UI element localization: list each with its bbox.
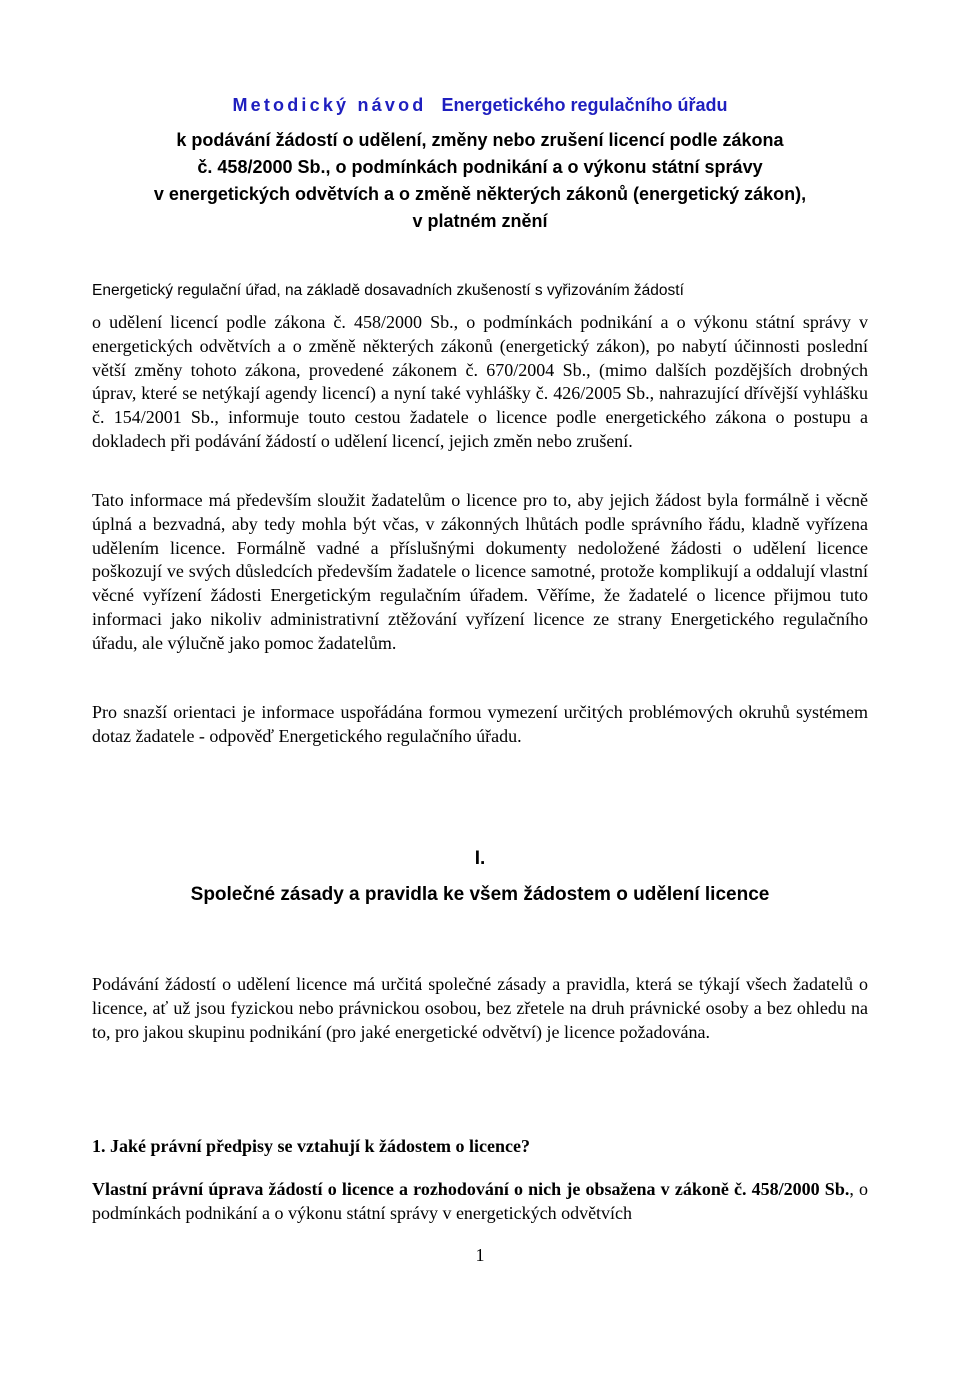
paragraph-2: Tato informace má především sloužit žadatelům o licence pro to, aby jejich žádost byla formálně i věcně úplná a bezvadná, aby tedy mohla být včas, v zákonných lhůtách podle správního řádu, kladně vyřízena udělením licence. Formálně vadné a příslušnými dokumenty nedoložené žádosti o udělení licence poškozují ve svých důsledcích především žadatele o licence samotné, protože komplikují a oddalují vlastní věcné vyřízení žádosti Energetickým regulačním úřadem. Věříme, že žadatelé o licence přijmou tuto informaci jako nikoliv administrativní ztěžování vyřízení licence ze strany Energetického regulačního úřadu, ale výlučně jako pomoc žadatelům. bbox=[92, 490, 868, 653]
subtitle-line: v energetických odvětvích a o změně některých zákonů (energetický zákon), bbox=[153, 184, 807, 204]
paragraph-3: Pro snazší orientaci je informace uspořádána formou vymezení určitých problémových okruhů systémem dotaz žadatele - odpověď Energetického regulačního úřadu. bbox=[92, 702, 868, 746]
answer-1 bbox=[92, 1178, 868, 1226]
document-subtitle bbox=[90, 127, 870, 235]
intro-line: Energetický regulační úřad, na základě dosavadních zkušeností s vyřizováním žádostí bbox=[92, 282, 684, 299]
title-spaced: Metodický návod bbox=[232, 95, 427, 115]
question-1: 1. Jaké právní předpisy se vztahují k žádostem o licence? bbox=[92, 1136, 530, 1156]
answer-1-rest: , o podmínkách podnikání a o výkonu státní správy v energetických odvětvích bbox=[92, 1179, 869, 1223]
page-number: 1 bbox=[475, 1245, 485, 1265]
paragraph-1: o udělení licencí podle zákona č. 458/2000 Sb., o podmínkách podnikání a o výkonu státní správy v energetických odvětvích a o změně některých zákonů (energetický zákon), po nabytí účinnosti poslední větší změny tohoto zákona, provedené zákonem č. 670/2004 Sb., (mimo dalších pozdějších drobných úprav, které se netýkají agendy licencí) a nyní také vyhlášky č. 426/2005 Sb., nahrazující dřívější vyhlášku č. 154/2001 Sb., informuje touto cestou žadatele o licence podle energetického zákona o postupu a dokladech při podávání žádostí o udělení licencí, jejich změn nebo zrušení. bbox=[92, 312, 868, 451]
subtitle-line: č. 458/2000 Sb., o podmínkách podnikání a o výkonu státní správy bbox=[197, 157, 763, 177]
subtitle-line: v platném znění bbox=[412, 211, 548, 231]
title-rest: Energetického regulačního úřadu bbox=[441, 95, 728, 115]
section-title: Společné zásady a pravidla ke všem žádostem o udělení licence bbox=[190, 884, 770, 905]
answer-1-bold: Vlastní právní úprava žádostí o licence a rozhodování o nich je obsažena v zákoně č. 458/2000 Sb. bbox=[92, 1179, 850, 1199]
document-title bbox=[90, 93, 870, 117]
paragraph-4: Podávání žádostí o udělení licence má určitá společné zásady a pravidla, která se týkají všech žadatelů o licence, ať už jsou fyzickou nebo právnickou osobou, bez zřetele na druh právnické osoby a bez ohledu na to, pro jakou skupinu podnikání (pro jaké energetické odvětví) je licence požadována. bbox=[92, 974, 868, 1042]
subtitle-line: k podávání žádostí o udělení, změny nebo zrušení licencí podle zákona bbox=[176, 130, 784, 150]
section-number: I. bbox=[474, 848, 486, 869]
